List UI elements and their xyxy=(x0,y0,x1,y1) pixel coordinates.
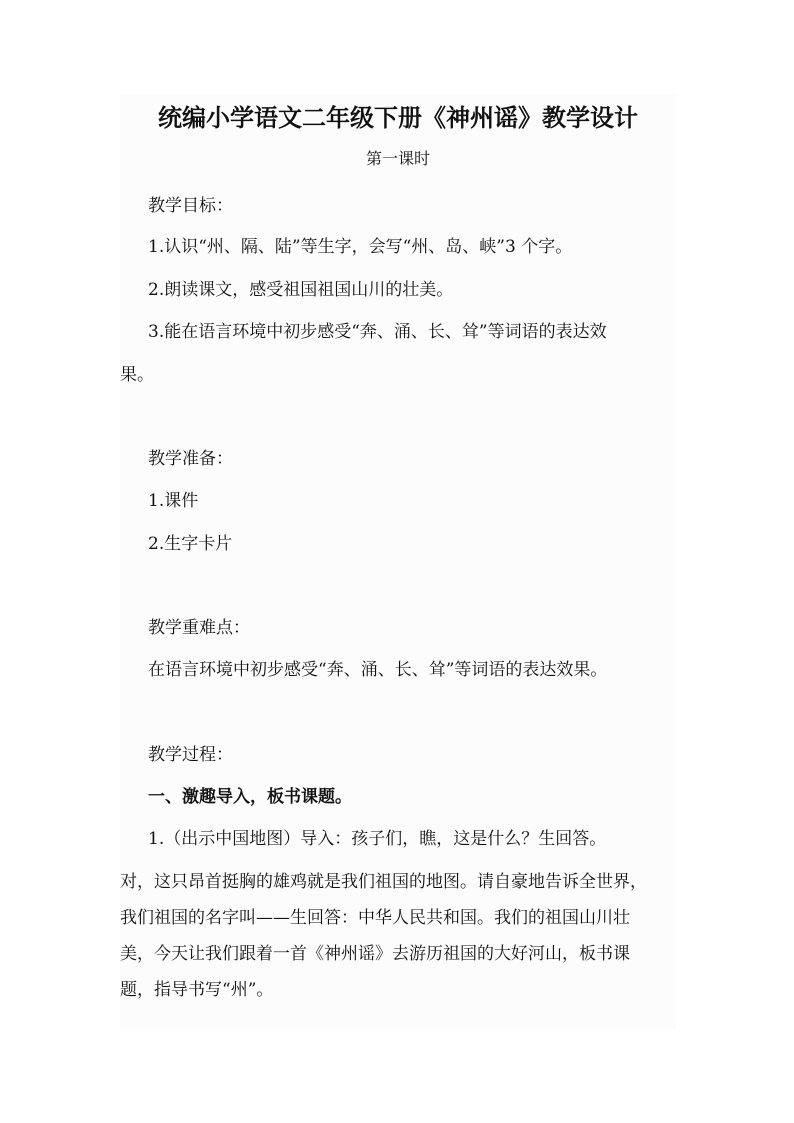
objectives-heading: 教学目标： xyxy=(148,196,233,216)
step-1-line-1: 1.（出示中国地图）导入：孩子们，瞧，这是什么？生回答。 xyxy=(148,829,607,849)
step-1-line-2: 对，这只昂首挺胸的雄鸡就是我们祖国的地图。请自豪地告诉全世界， xyxy=(120,872,647,892)
objective-item-1: 1.认识“州、隔、陆”等生字，会写“州、岛、峡”3 个字。 xyxy=(148,237,573,257)
section-1-title: 一、激趣导入，板书课题。 xyxy=(148,787,352,807)
step-1-line-4: 美，今天让我们跟着一首《神州谣》去游历祖国的大好河山，板书课 xyxy=(120,944,630,964)
step-1-line-5: 题，指导书写“州”。 xyxy=(120,980,274,1000)
key-points-text: 在语言环境中初步感受“奔、涌、长、耸”等词语的表达效果。 xyxy=(148,660,608,680)
preparation-item-1: 1.课件 xyxy=(148,491,199,511)
step-1-paragraph xyxy=(120,864,676,1008)
process-heading: 教学过程： xyxy=(148,745,233,765)
step-1-line-3: 我们祖国的名字叫——生回答：中华人民共和国。我们的祖国山川壮 xyxy=(120,908,630,928)
lesson-period: 第一课时 xyxy=(365,149,430,168)
preparation-item-2: 2.生字卡片 xyxy=(148,534,233,554)
document-page xyxy=(120,94,676,1030)
preparation-heading: 教学准备： xyxy=(148,449,233,469)
objective-item-3-line-2: 果。 xyxy=(120,365,154,385)
objective-item-2: 2.朗读课文，感受祖国祖国山川的壮美。 xyxy=(148,280,454,300)
objective-item-3-line-1: 3.能在语言环境中初步感受“奔、涌、长、耸”等词语的表达效 xyxy=(148,322,607,342)
key-points-heading: 教学重难点： xyxy=(148,618,250,638)
document-title: 统编小学语文二年级下册《神州谣》教学设计 xyxy=(158,103,638,132)
